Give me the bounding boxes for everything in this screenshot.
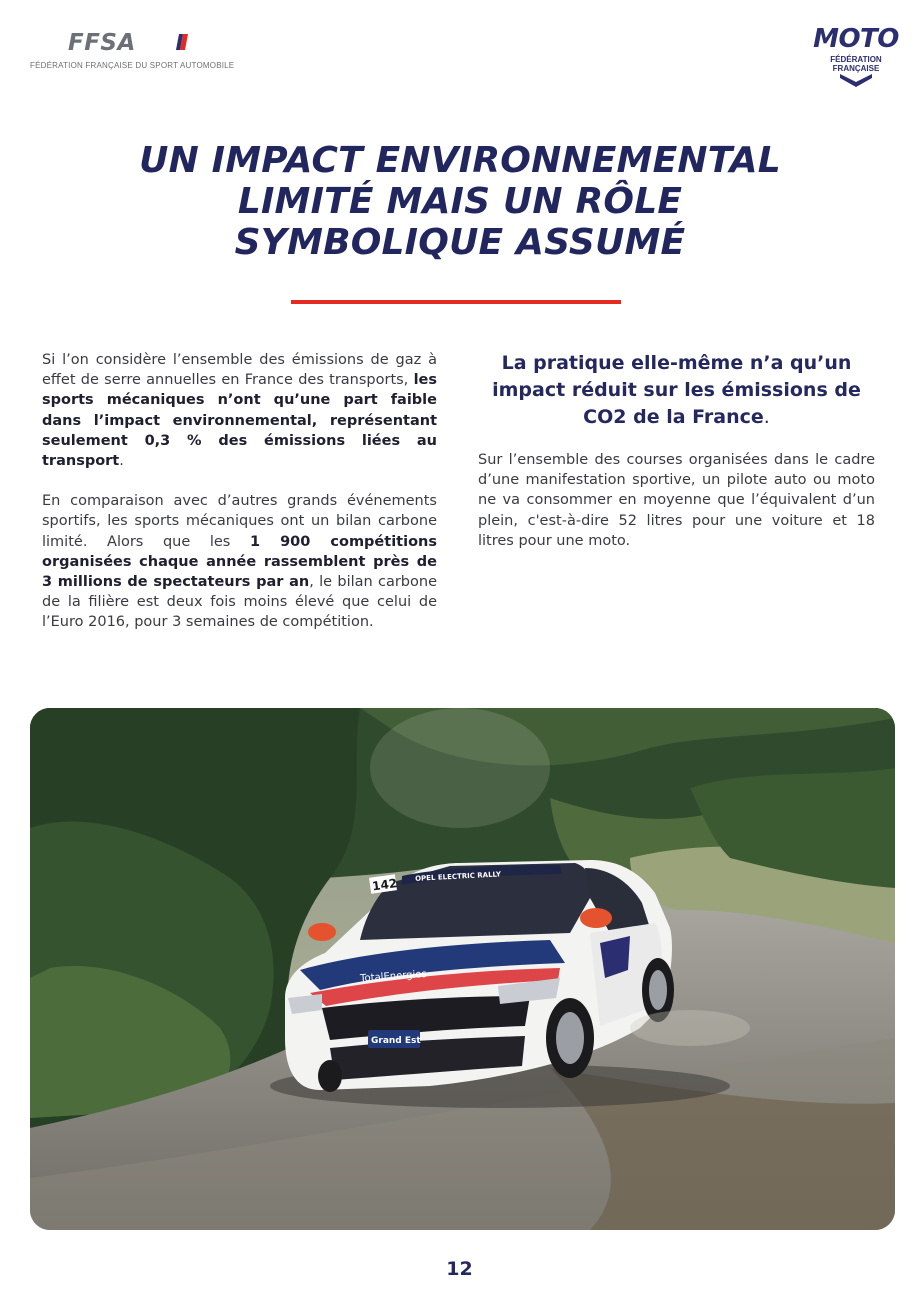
car-number: 142 [371, 876, 399, 894]
title-underline [291, 300, 621, 304]
moto-logo-subtitle [810, 55, 902, 73]
ffm-moto-logo [810, 22, 902, 88]
ffsa-subtitle: FÉDÉRATION FRANÇAISE DU SPORT AUTOMOBILE [30, 61, 235, 70]
moto-logo-text: MOTO [813, 24, 899, 54]
paragraph-emissions [42, 350, 437, 471]
french-flag-icon [176, 34, 188, 50]
chevron-badge-icon [840, 74, 872, 87]
roof-banner: OPEL ELECTRIC RALLY [414, 870, 502, 883]
title-line-3: SYMBOLIQUE ASSUMÉ [234, 222, 686, 263]
left-column [42, 350, 437, 653]
p1-bold: les sports mécaniques n’ont qu’une part faible dans l’impact environnemental, représentant seulement 0,3 % des émissions liées au transport [42, 372, 437, 470]
title-line-2: LIMITÉ MAIS UN RÔLE [237, 181, 683, 222]
rally-car-photo [30, 708, 895, 1230]
page-number: 12 [446, 1258, 473, 1280]
p1-end: . [119, 453, 124, 470]
ffsa-logo [30, 30, 240, 74]
moto-subtitle-line2: FRANÇAISE [832, 64, 880, 73]
right-column [478, 350, 875, 551]
ffsa-logo-text: FFSA [68, 30, 136, 56]
moto-subtitle-line1: FÉDÉRATION [830, 55, 882, 64]
lead-end: . [763, 406, 770, 428]
license-plate: Grand Est [371, 1036, 421, 1046]
sponsor-decal: TotalEnergies [359, 968, 428, 985]
paragraph-comparison [42, 491, 437, 632]
lead-text: La pratique elle-même n’a qu’un impact réduit sur les émissions de CO2 de la France [492, 352, 861, 428]
paragraph-consumption: Sur l’ensemble des courses organisées dans le cadre d’une manifestation sportive, un pilote auto ou moto ne va consommer en moyenne que l’équivalent d’un plein, c'est-à-dire 52 litres pour une voiture et 18 litres pour une moto. [478, 452, 875, 549]
rally-scene-illustration [30, 708, 895, 1230]
p2-bold: 1 900 compétitions organisées chaque année rassemblent près de 3 millions de spectateurs par an [42, 533, 437, 591]
p2-text: En comparaison avec d’autres grands événements sportifs, les sports mécaniques ont un bilan carbone limité. Alors que les [42, 493, 437, 550]
p2-end: , le bilan carbone de la filière est deux fois moins élevé que celui de l’Euro 2016, pour 3 semaines de compétition. [42, 574, 437, 631]
p1-text: Si l’on considère l’ensemble des émissions de gaz à effet de serre annuelles en France des transports, [42, 352, 437, 389]
title-line-1: UN IMPACT ENVIRONNEMENTAL [139, 140, 781, 181]
page-title [60, 140, 860, 263]
lead-statement [478, 350, 875, 431]
